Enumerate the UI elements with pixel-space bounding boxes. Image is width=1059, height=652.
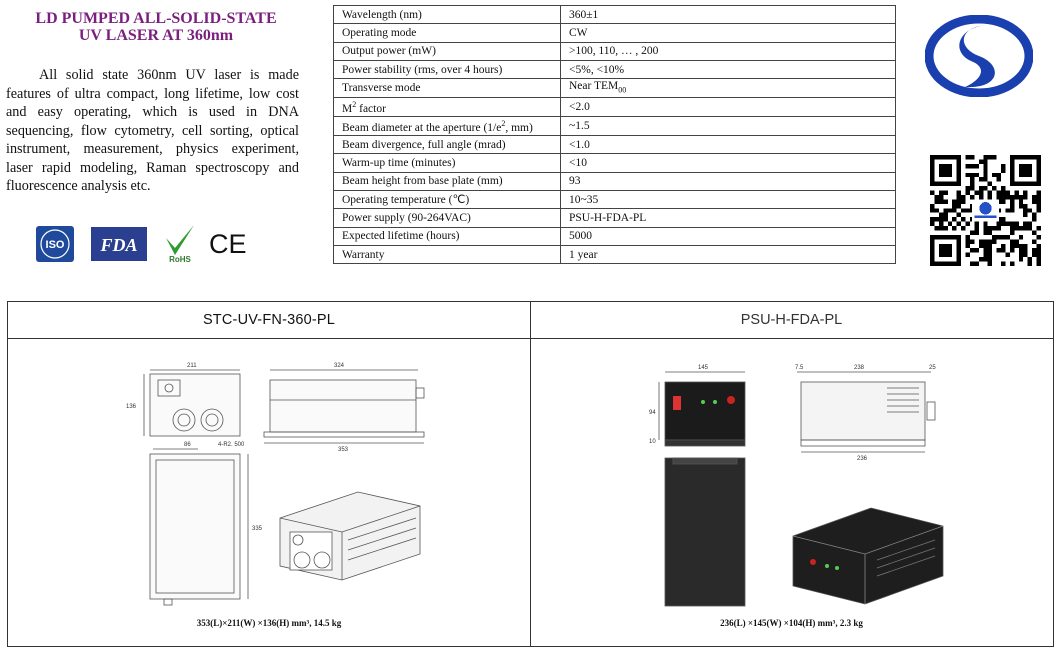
spec-key: Output power (mW) [334, 42, 561, 60]
spec-value: <2.0 [561, 98, 896, 117]
spec-key: Warm-up time (minutes) [334, 154, 561, 172]
spec-value: 1 year [561, 245, 896, 263]
qr-code-icon [930, 155, 1041, 266]
certification-badges [35, 222, 265, 264]
dim-holes: 4-R2. 500 [218, 442, 245, 448]
spec-key: Beam divergence, full angle (mrad) [334, 136, 561, 154]
spec-key: Operating mode [334, 24, 561, 42]
dim-left-margin: 7.5 [795, 365, 804, 371]
spec-key: Power supply (90-264VAC) [334, 209, 561, 227]
spec-row [334, 79, 896, 98]
ce-icon [207, 228, 257, 258]
company-logo-icon [925, 15, 1033, 97]
spec-row [334, 154, 896, 172]
spec-row [334, 209, 896, 227]
spec-row [334, 245, 896, 263]
spec-row [334, 136, 896, 154]
iso-label: ISO [45, 239, 65, 251]
fda-label: FDA [100, 235, 138, 255]
ce-label: CE [209, 229, 247, 258]
dim-top-width: 211 [187, 363, 197, 369]
dim-front-width: 145 [698, 365, 709, 371]
title-line-1: LD PUMPED ALL-SOLID-STATE [35, 10, 277, 27]
dim-base-length: 353 [338, 447, 349, 453]
spec-key: Warranty [334, 245, 561, 263]
rohs-icon [162, 222, 198, 264]
dim-total-length: 236 [857, 456, 868, 462]
spec-row [334, 98, 896, 117]
laser-head-title: STC-UV-FN-360-PL [8, 302, 530, 339]
spec-key: Transverse mode [334, 79, 561, 98]
spec-value: 10~35 [561, 191, 896, 209]
spec-row [334, 6, 896, 24]
power-supply-drawing [531, 340, 1054, 618]
spec-key: Beam diameter at the aperture ($1/e^2$, mm) [334, 117, 561, 136]
dimension-drawings [7, 301, 1054, 647]
dim-height: 136 [126, 404, 137, 410]
page-title [6, 10, 306, 44]
spec-value: 5000 [561, 227, 896, 245]
dim-offset: 86 [184, 442, 191, 448]
spec-value: >100, 110, … , 200 [561, 42, 896, 60]
laser-head-caption: 353(L)×211(W) ×136(H) mm³, 14.5 kg [196, 618, 342, 628]
power-supply-caption: 236(L) ×145(W) ×104(H) mm³, 2.3 kg [720, 618, 863, 628]
rohs-label: RoHS [169, 255, 191, 264]
spec-key: Operating temperature (℃) [334, 191, 561, 209]
iso-icon [35, 225, 75, 263]
laser-head-drawing [8, 340, 530, 618]
dim-body-length: 238 [854, 365, 865, 371]
spec-value: <10 [561, 154, 896, 172]
spec-row [334, 24, 896, 42]
spec-value: CW [561, 24, 896, 42]
dim-ps-foot: 10 [649, 439, 656, 445]
power-supply-title: PSU-H-FDA-PL [530, 302, 1053, 339]
spec-value: <5%, <10% [561, 60, 896, 78]
dim-right-margin: 25 [929, 365, 936, 371]
product-description: All solid state 360nm UV laser is made features of ultra compact, long lifetime, low cost and easy operating, which is used in DNA sequencing, flow cytometry, cell sorting, optical instrument, measurement, physics experiment, laser rapid modeling, Raman spectroscopy and fluorescence analysis etc. [6, 67, 299, 194]
spec-row [334, 117, 896, 136]
title-line-2: UV LASER AT 360nm [78, 27, 234, 44]
spec-value: PSU-H-FDA-PL [561, 209, 896, 227]
spec-key: Beam height from base plate (mm) [334, 172, 561, 190]
spec-row [334, 60, 896, 78]
spec-row [334, 227, 896, 245]
fda-icon [90, 226, 148, 262]
spec-value: Near $TEM_{00}$ [561, 79, 896, 98]
spec-row [334, 172, 896, 190]
spec-key: $M^2$ factor [334, 98, 561, 117]
spec-value: ~1.5 [561, 117, 896, 136]
spec-key: Expected lifetime (hours) [334, 227, 561, 245]
spec-row [334, 191, 896, 209]
spec-value: 360±1 [561, 6, 896, 24]
dim-ps-height: 94 [649, 410, 656, 416]
dim-side-length: 324 [334, 363, 345, 369]
spec-value: 93 [561, 172, 896, 190]
dim-plate-length: 335 [252, 526, 263, 532]
spec-table [333, 5, 896, 264]
spec-key: Power stability (rms, over 4 hours) [334, 60, 561, 78]
spec-key: Wavelength (nm) [334, 6, 561, 24]
spec-value: <1.0 [561, 136, 896, 154]
spec-row [334, 42, 896, 60]
